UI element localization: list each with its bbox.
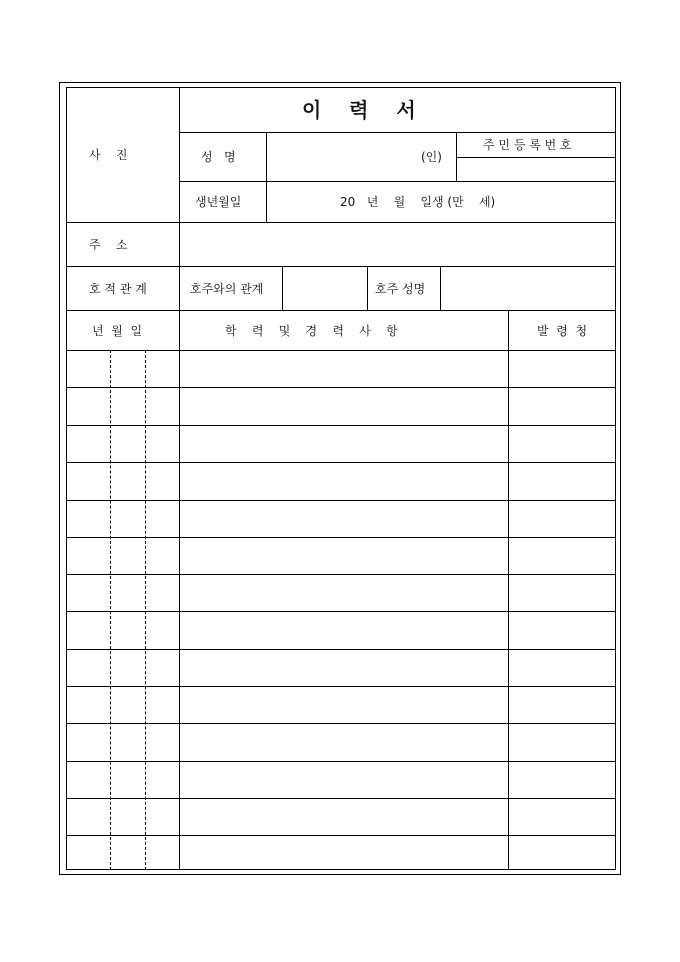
issuer-column-divider (508, 310, 509, 870)
history-row-line (66, 798, 616, 799)
history-row-line (66, 500, 616, 501)
family-registry-label: 호 적 관 계 (89, 282, 147, 296)
photo-column-divider (179, 87, 180, 870)
date-month-divider (110, 350, 111, 870)
relation-divider-2 (367, 266, 368, 310)
resident-number-label: 주 민 등 록 번 호 (483, 138, 572, 152)
birth-date-format: 20 년 월 일생 (만 세) (340, 195, 496, 209)
family-row-bottom (66, 310, 616, 311)
form-title: 이 력 서 (302, 98, 416, 122)
history-issuer-header: 발 령 청 (537, 324, 588, 338)
history-row-line (66, 723, 616, 724)
history-details-header: 학 력 및 경 력 사 항 (225, 324, 398, 338)
history-date-header: 년 월 일 (92, 324, 143, 338)
photo-label: 사 진 (89, 148, 128, 162)
name-label: 성 명 (201, 150, 236, 164)
name-label-divider (266, 132, 267, 222)
history-row-line (66, 387, 616, 388)
date-day-divider (145, 350, 146, 870)
resident-number-field[interactable] (458, 159, 614, 180)
history-row-line (66, 425, 616, 426)
relation-divider-1 (282, 266, 283, 310)
history-row-line (66, 761, 616, 762)
household-head-name-label: 호주 성명 (375, 282, 426, 296)
relation-to-head-field[interactable] (284, 268, 366, 309)
address-label: 주 소 (89, 238, 128, 252)
title-row-bottom (179, 132, 616, 133)
history-row-line (66, 537, 616, 538)
name-field[interactable] (268, 134, 418, 180)
history-row-line (66, 462, 616, 463)
seal-mark: (인) (421, 150, 442, 164)
address-field[interactable] (181, 224, 614, 265)
photo-row-bottom (66, 222, 616, 223)
history-row-line (66, 835, 616, 836)
history-row-line (66, 686, 616, 687)
relation-divider-3 (440, 266, 441, 310)
history-row-line (66, 574, 616, 575)
history-header-bottom (66, 350, 616, 351)
history-row-line (66, 611, 616, 612)
birth-label: 생년월일 (195, 195, 242, 209)
name-row-bottom (179, 181, 616, 182)
household-head-name-field[interactable] (442, 268, 614, 309)
relation-to-head-label: 호주와의 관계 (190, 282, 264, 296)
address-row-bottom (66, 266, 616, 267)
history-row-line (66, 649, 616, 650)
resident-number-split (456, 157, 616, 158)
